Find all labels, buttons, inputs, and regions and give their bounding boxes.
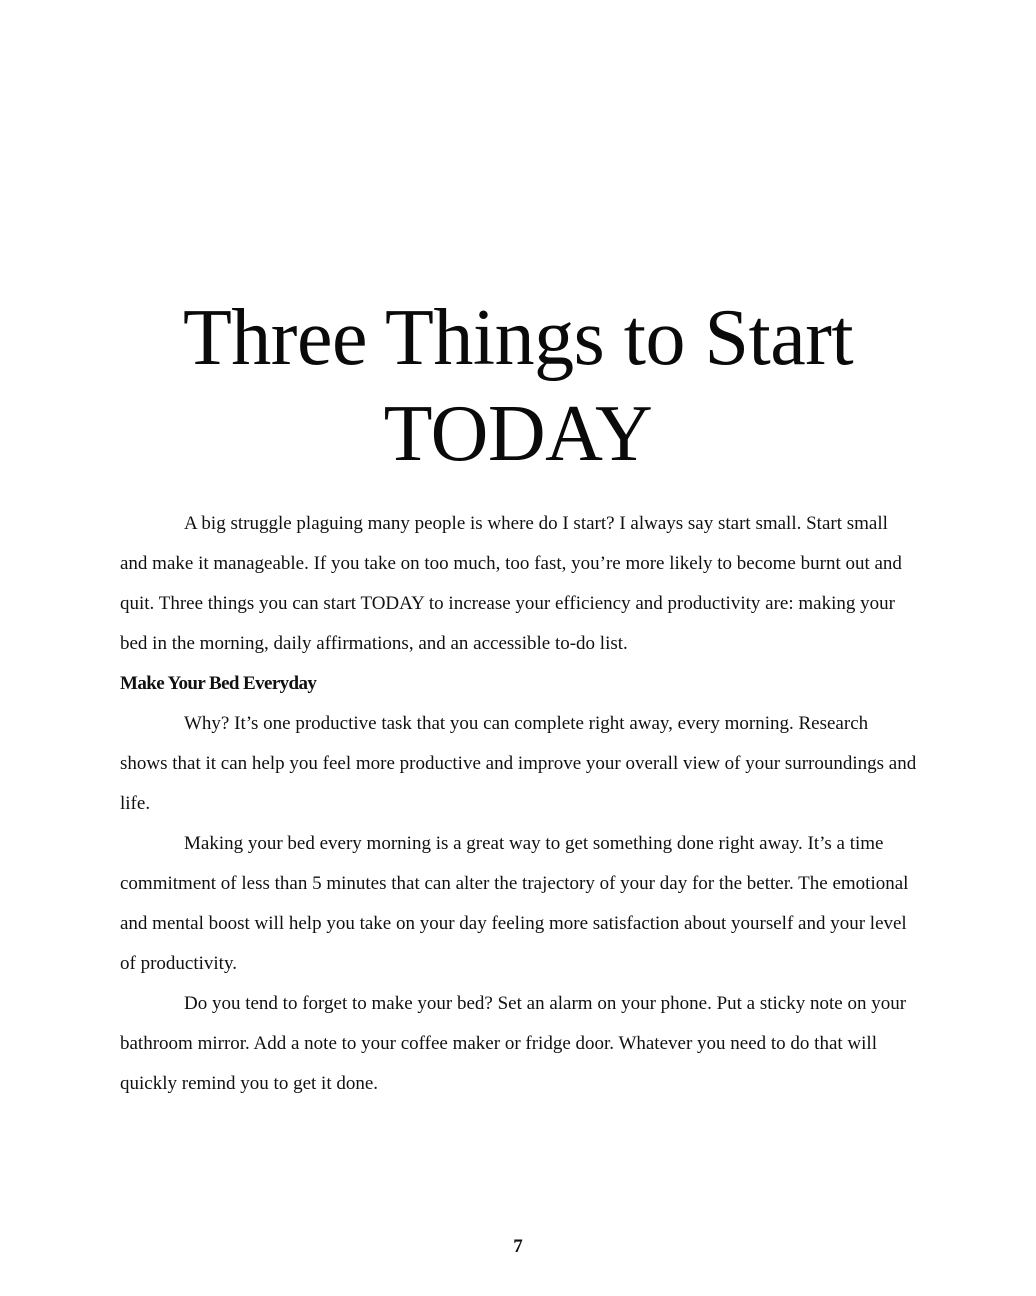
section-heading: Make Your Bed Everyday: [120, 673, 317, 694]
page-title-line-2: TODAY: [383, 390, 653, 478]
body-text: [120, 504, 920, 1104]
section-paragraph: Do you tend to forget to make your bed? Set an alarm on your phone. Put a sticky note on your bathroom mirror. Add a note to your coffee maker or fridge door. Whatever you need to do that will quickly remind you to get it done.: [120, 993, 907, 1094]
page-number: 7: [513, 1236, 523, 1257]
section-paragraph: Why? It’s one productive task that you can complete right away, every morning. Research shows that it can help you feel more productive and improve your overall view of your surroundings and life.: [120, 713, 917, 814]
page-title-line-1: Three Things to Start: [182, 294, 854, 382]
page-title: [100, 290, 936, 482]
section-paragraph: Making your bed every morning is a great way to get something done right away. It’s a time commitment of less than 5 minutes that can alter the trajectory of your day for the better. The emotional and mental boost will help you take on your day feeling more satisfaction about yourself and your level of productivity.: [120, 833, 909, 974]
intro-paragraph: A big struggle plaguing many people is where do I start? I always say start small. Start small and make it manageable. If you take on too much, too fast, you’re more likely to become burnt out and quit. Three things you can start TODAY to increase your efficiency and productivity are: making your bed in the morning, daily affirmations, and an accessible to-do list.: [120, 513, 902, 654]
